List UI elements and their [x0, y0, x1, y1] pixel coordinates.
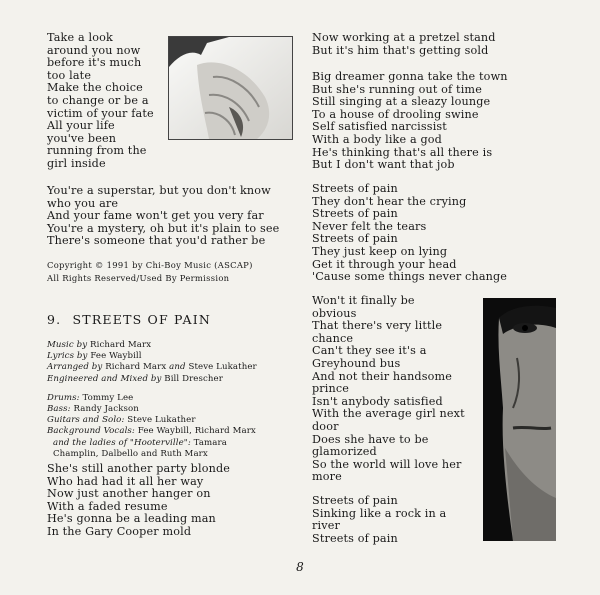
lyric-line: Copyright © 1991 by Chi-Boy Music (ASCAP): [47, 260, 253, 270]
lyric-line: around you now: [47, 43, 141, 57]
lyric-line: All Rights Reserved/Used By Permission: [47, 272, 230, 283]
lyric-line: He's gonna be a leading man: [47, 512, 216, 526]
lyric-line: before it's much: [47, 56, 142, 70]
lyric-line: Still singing at a sleazy lounge: [312, 95, 491, 109]
lyric-line: to change or be a: [47, 93, 149, 107]
song-credits: Music by Richard Marx Lyrics by Fee Waybill Arranged by Richard Marx and Steve Lukather Engineered and Mixed by Bill Drescher Drums: Tommy Lee Bass: Randy Jackson Guitars and Solo: Steve Lukather Background Vocals: Fee Waybill, Richard Marx and the ladies of "Hooterville": Tamara Champlin, Dalbello and Ruth Marx: [47, 340, 257, 459]
right-chorus: [312, 183, 507, 284]
lyric-line: door: [312, 419, 339, 433]
lyric-line: Won't it finally be: [312, 294, 415, 307]
lyric-line: And not their handsome: [312, 369, 453, 383]
lyric-line: running from the: [47, 144, 147, 158]
lyric-line: Make the choice: [47, 81, 143, 95]
right-verse-3: [312, 295, 465, 484]
lyric-line: who you are: [47, 196, 119, 210]
lyric-line: Sinking like a rock in a: [312, 506, 447, 520]
credit-bass: Bass: Randy Jackson: [47, 404, 139, 415]
hand-photo: [168, 36, 293, 140]
face-photo: [483, 298, 556, 541]
copyright-notice: [47, 260, 253, 285]
lyric-line: To a house of drooling swine: [312, 107, 479, 121]
lyric-line: They just keep on lying: [312, 244, 448, 258]
page-number: 8: [296, 560, 304, 574]
lyric-line: With the average girl next: [312, 407, 465, 421]
left-verse-3: [47, 463, 230, 539]
lyric-line: chance: [312, 331, 354, 345]
lyric-line: With a faded resume: [47, 499, 168, 513]
lyric-line: Get it through your head: [312, 257, 457, 271]
lyric-line: Greyhound bus: [312, 356, 401, 370]
credit-music: Music by Richard Marx: [47, 340, 152, 350]
lyric-line: Now just another hanger on: [47, 487, 211, 501]
lyric-line: Streets of pain: [312, 207, 398, 221]
lyric-line: But she's running out of time: [312, 82, 482, 96]
lyric-line: He's thinking that's all there is: [312, 145, 493, 159]
right-verse-1: [312, 32, 496, 57]
credit-arranged: Arranged by Richard Marx and Steve Lukather: [47, 362, 257, 373]
lyric-line: Can't they see it's a: [312, 344, 427, 358]
lyric-line: Streets of pain: [312, 531, 398, 545]
lyric-line: So the world will love her: [312, 457, 462, 471]
left-verse-1: [47, 32, 154, 171]
credit-guitars: Guitars and Solo: Steve Lukather: [47, 415, 196, 426]
lyric-line: You're a superstar, but you don't know: [47, 184, 271, 197]
credit-drums: Drums: Tommy Lee: [47, 392, 134, 403]
right-verse-4: [312, 495, 446, 545]
lyric-line: Never felt the tears: [312, 219, 427, 233]
lyric-line: Take a look: [47, 31, 113, 44]
lyric-line: prince: [312, 382, 350, 396]
lyric-line: Streets of pain: [312, 182, 398, 195]
lyric-line: They don't hear the crying: [312, 194, 467, 208]
lyric-line: glamorized: [312, 445, 377, 459]
lyric-line: Isn't anybody satisfied: [312, 394, 443, 408]
lyric-line: you've been: [47, 131, 117, 145]
right-verse-2: [312, 71, 508, 172]
lyric-line: victim of your fate: [47, 106, 154, 120]
song-heading: [47, 312, 211, 327]
lyric-line: In the Gary Cooper mold: [47, 524, 192, 538]
lyric-line: With a body like a god: [312, 132, 442, 146]
song-number: 9.: [47, 312, 62, 327]
lyric-line: Big dreamer gonna take the town: [312, 70, 508, 83]
lyric-line: 'Cause some things never change: [312, 270, 508, 284]
lyric-line: There's someone that you'd rather be: [47, 234, 266, 248]
credit-engineered: Engineered and Mixed by Bill Drescher: [47, 373, 223, 384]
left-verse-2: [47, 185, 279, 248]
credit-lyrics: Lyrics by Fee Waybill: [47, 351, 142, 362]
lyric-line: You're a mystery, oh but it's plain to see: [47, 221, 280, 235]
lyric-line: more: [312, 470, 342, 484]
lyric-line: All your life: [47, 119, 115, 133]
lyric-line: too late: [47, 68, 92, 82]
lyric-line: Who had had it all her way: [47, 474, 204, 488]
lyric-line: Streets of pain: [312, 494, 398, 507]
credit-background-vocals: Background Vocals: Fee Waybill, Richard Marx: [47, 426, 256, 437]
lyric-line: Does she have to be: [312, 432, 429, 446]
song-title: STREETS OF PAIN: [72, 312, 212, 327]
lyric-line: river: [312, 519, 340, 533]
lyric-line: obvious: [312, 306, 357, 320]
lyric-line: Self satisfied narcissist: [312, 120, 447, 134]
lyric-line: That there's very little: [312, 319, 443, 333]
lyric-line: And your fame won't get you very far: [47, 209, 264, 223]
lyric-line: But it's him that's getting sold: [312, 43, 489, 57]
lyric-line: girl inside: [47, 156, 106, 170]
lyric-line: Streets of pain: [312, 232, 398, 246]
lyric-line: But I don't want that job: [312, 158, 455, 172]
lyric-line: Now working at a pretzel stand: [312, 31, 496, 44]
lyric-line: She's still another party blonde: [47, 462, 231, 475]
